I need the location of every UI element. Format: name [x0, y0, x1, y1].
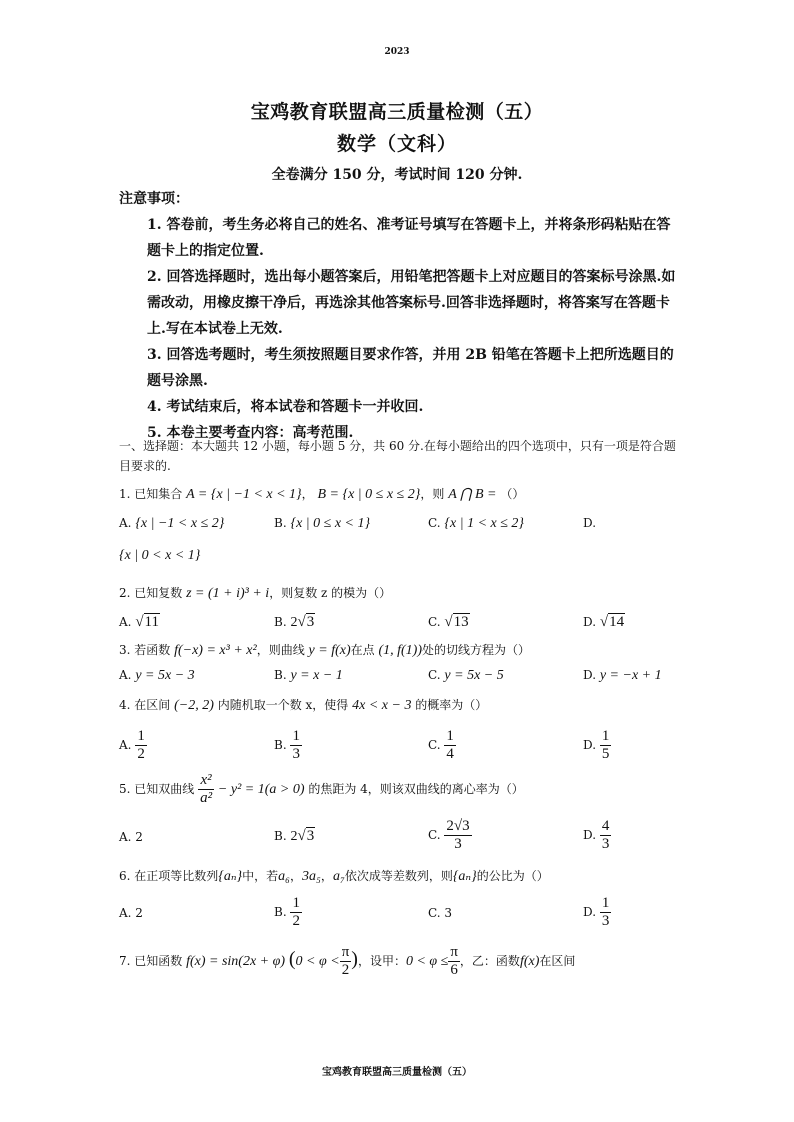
q3-option-b[interactable]: B. y = x − 1 — [274, 668, 343, 683]
q2-option-d[interactable]: D. √14 — [583, 614, 625, 630]
question-2: 2. 已知复数 z = (1 + i)³ + i，则复数 z 的模为（） — [119, 586, 392, 601]
notice-item-4: 4. 考试结束后，将本试卷和答题卡一并收回. — [147, 399, 424, 415]
notice-item-1: 1. 答卷前，考生务必将自己的姓名、准考证号填写在答题卡上，并将条形码粘贴在答题卡上的指定位置. — [147, 217, 671, 259]
q1-option-a[interactable]: A. {x | −1 < x ≤ 2} — [119, 516, 225, 531]
q4-option-b[interactable]: B. $\frac{1}{3}$ — [274, 728, 300, 762]
q5-option-c[interactable]: C. $\frac{2√3}{3}$ — [428, 818, 470, 852]
q6-option-a[interactable]: A. 2 — [119, 906, 143, 920]
set-a: A = {x | −1 < x < 1} — [186, 487, 302, 502]
q1-option-c[interactable]: C. {x | 1 < x ≤ 2} — [428, 516, 525, 531]
notice-block — [119, 186, 684, 446]
q2-option-a[interactable]: A. √11 — [119, 614, 159, 630]
page-footer: 宝鸡教育联盟高三质量检测（五） — [322, 1067, 472, 1078]
exam-info: 全卷满分 150 分，考试时间 120 分钟. — [271, 167, 523, 183]
q4-option-c[interactable]: C. $\frac{1}{4}$ — [428, 728, 454, 762]
question-4: 4. 在区间 (−2, 2) 内随机取一个数 x，使得 4x < x − 3 的概率为（） — [119, 698, 488, 713]
q6-option-d[interactable]: D. $\frac{1}{3}$ — [583, 895, 610, 929]
intersection-expr: A ⋂ B = — [448, 487, 497, 502]
q1-option-d-label[interactable]: D. — [583, 516, 597, 530]
notice-item-5: 5. 本卷主要考查内容：高考范围. — [147, 425, 354, 441]
section-1-heading: 一、选择题：本大题共 12 小题，每小题 5 分，共 60 分.在每小题给出的四个选项中，只有一项是符合题目要求的. — [119, 439, 676, 473]
question-6: 6. 在正项等比数列{aₙ}中，若a₆，3a₅，a₇依次成等差数列，则{aₙ}的公比为（） — [119, 869, 549, 884]
notice-item-3: 3. 回答选考题时，考生须按照题目要求作答，并用 2B 铅笔在答题卡上把所选题目的题号涂黑. — [147, 347, 674, 389]
question-1: 1. 已知集合 A = {x | −1 < x < 1}， B = {x | 0 ≤ x ≤ 2}，则 A ⋂ B = （） — [119, 487, 525, 502]
exam-subject: 数学（文科） — [336, 133, 457, 155]
notice-heading: 注意事项： — [119, 191, 189, 207]
q1-option-b[interactable]: B. {x | 0 ≤ x < 1} — [274, 516, 371, 531]
q6-option-b[interactable]: B. $\frac{1}{2}$ — [274, 895, 300, 929]
q4-option-d[interactable]: D. $\frac{1}{5}$ — [583, 728, 610, 762]
complex-expr: z = (1 + i)³ + i — [186, 586, 270, 601]
set-b: B = {x | 0 ≤ x ≤ 2} — [317, 487, 421, 502]
question-3: 3. 若函数 f(−x) = x³ + x²，则曲线 y = f(x)在点 (1, f(1))处的切线方程为（） — [119, 643, 531, 658]
q3-option-d[interactable]: D. y = −x + 1 — [583, 668, 662, 683]
q5-option-b[interactable]: B. 2√3 — [274, 828, 315, 844]
question-5: 5. 已知双曲线 $\frac{\text{x²}}{\text{a²}}$ − y² = 1(a > 0) 的焦距为 4，则该双曲线的离心率为（） — [119, 772, 524, 806]
q2-option-c[interactable]: C. √13 — [428, 614, 469, 630]
question-7: 7. 已知函数 f(x) = sin(2x + φ) (0 < φ < $\frac{\pi}{2}$ )，设甲：0 < φ ≤ $\frac{\pi}{6}$ ，乙：函数f(x)在区间 — [119, 944, 576, 978]
q3-option-a[interactable]: A. y = 5x − 3 — [119, 668, 195, 683]
q5-option-a[interactable]: A. 2 — [119, 830, 143, 844]
q4-option-a[interactable]: A. $\frac{1}{2}$ — [119, 728, 145, 762]
page-year: 2023 — [384, 47, 410, 57]
q6-option-c[interactable]: C. 3 — [428, 906, 453, 920]
q2-option-b[interactable]: B. 2√3 — [274, 614, 315, 630]
q1-option-d[interactable]: {x | 0 < x < 1} — [119, 548, 201, 563]
q3-option-c[interactable]: C. y = 5x − 5 — [428, 668, 504, 683]
exam-title: 宝鸡教育联盟高三质量检测（五） — [250, 101, 544, 123]
notice-item-2: 2. 回答选择题时，选出每小题答案后，用铅笔把答题卡上对应题目的答案标号涂黑.如需改动，用橡皮擦干净后，再选涂其他答案标号.回答非选择题时，将答案写在答题卡上.写在本试卷上无效. — [147, 269, 676, 337]
q5-option-d[interactable]: D. $\frac{4}{3}$ — [583, 818, 610, 852]
